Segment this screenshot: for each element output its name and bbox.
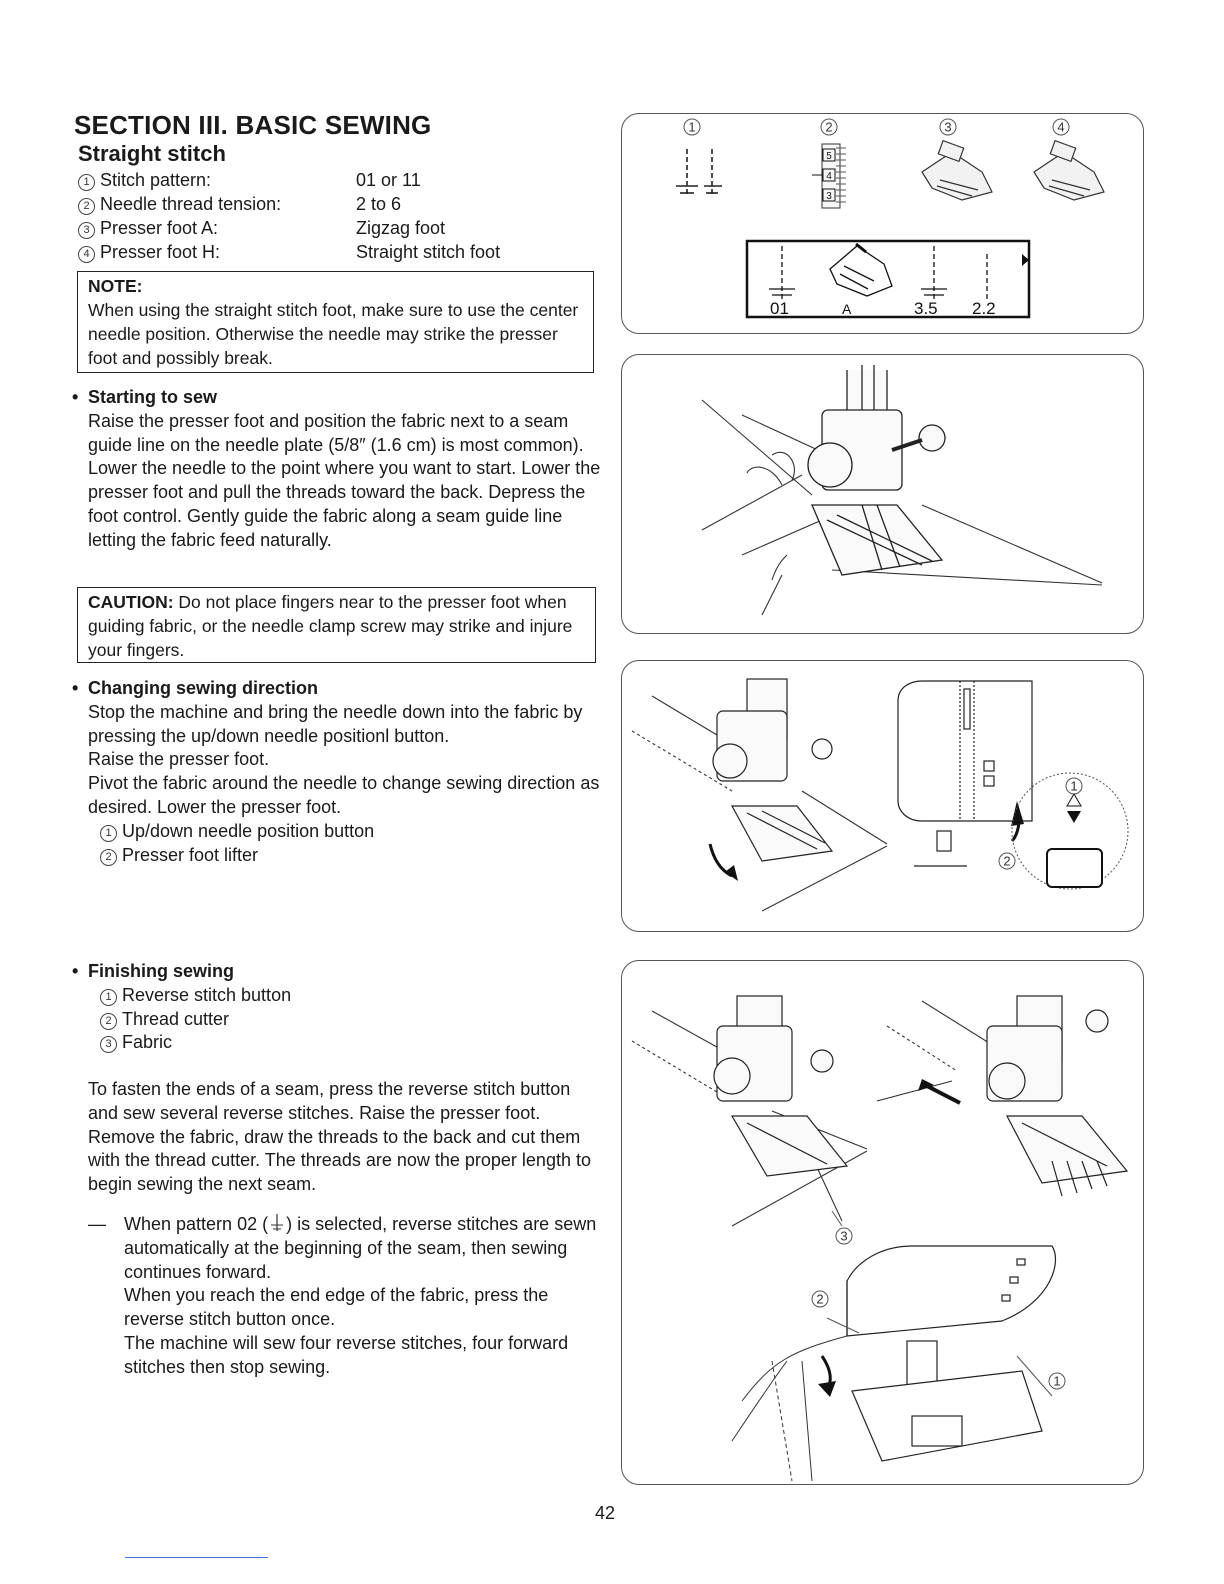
callout-number: 3: [78, 222, 95, 239]
finishing-sewing-paragraph: To fasten the ends of a seam, press the reverse stitch button and sew several reverse stitches. Raise the presser foot. Remove the fabric, draw the threads to the back and cut them with the thread cutter. The threads are now the proper length to begin sewing the next seam.: [88, 1079, 591, 1195]
lcd-display: [747, 241, 1029, 318]
finishing-sewing-section: [88, 960, 603, 1055]
callout-3: 3: [944, 119, 952, 135]
machine-head-icon: [898, 681, 1032, 866]
spec-row: [78, 194, 598, 218]
list-item: [88, 844, 603, 868]
footer-rule: [125, 1557, 268, 1558]
tension-digit-3: 3: [826, 191, 832, 202]
list-item: [88, 1008, 603, 1032]
spec-row: [78, 242, 598, 266]
spec-row: [78, 218, 598, 242]
presser-foot-icon: [987, 996, 1127, 1196]
changing-direction-title: • Changing sewing direction: [72, 677, 603, 701]
presser-foot-icon: [714, 996, 847, 1176]
callout-number: 4: [78, 246, 95, 263]
changing-direction-text-2: Raise the presser foot.: [88, 749, 270, 770]
caution-text: Do not place fingers near to the presser foot when guiding fabric, or the needle clamp screw may strike and injure your fingers.: [88, 592, 573, 660]
callout-number: 1: [100, 989, 117, 1006]
callout-number: 1: [78, 174, 95, 191]
spec-row: [78, 170, 598, 194]
note-box: [77, 271, 594, 373]
machine-head-icon: [847, 1246, 1055, 1461]
page-number: 42: [595, 1503, 616, 1523]
starting-to-sew-figure: [621, 354, 1144, 634]
settings-figure-art: [622, 114, 1143, 333]
list-item-label: Thread cutter: [122, 1008, 230, 1029]
lcd-pattern-number: 01: [770, 299, 789, 318]
starting-to-sew-title: • Starting to sew: [72, 386, 603, 410]
finishing-sewing-illustration: [622, 961, 1143, 1484]
note-title: NOTE:: [88, 276, 143, 296]
pattern-02-note: [88, 1213, 598, 1380]
presser-foot-icon: [713, 679, 832, 861]
lcd-width-value: 3.5: [914, 299, 938, 318]
pattern-02-text-2: When you reach the end edge of the fabric, press the reverse stitch button once.: [124, 1285, 549, 1330]
straight-stitch-foot-icon: [1034, 141, 1104, 200]
list-item: [88, 820, 603, 844]
callout-3: 3: [840, 1228, 848, 1244]
reverse-stitch-pattern-icon: [268, 1213, 286, 1233]
list-item: [88, 1031, 603, 1055]
caution-title: CAUTION:: [88, 592, 174, 612]
callout-1: 1: [688, 119, 696, 135]
lcd-length-value: 2.2: [972, 299, 996, 318]
list-item-label: Reverse stitch button: [122, 984, 292, 1005]
callout-1: 1: [1070, 778, 1078, 794]
spec-label: Stitch pattern:: [100, 170, 212, 190]
callout-number: 2: [78, 198, 95, 215]
callout-1: 1: [1053, 1373, 1061, 1389]
dash-mark: —: [88, 1214, 106, 1234]
pattern-02-text-pre: When pattern 02 (: [124, 1214, 269, 1234]
callout-2: 2: [1003, 853, 1011, 869]
pattern-02-text-1: [124, 1213, 598, 1284]
list-item-label: Presser foot lifter: [122, 844, 259, 865]
starting-to-sew-illustration: [622, 355, 1143, 633]
caution-box: [77, 587, 596, 663]
reverse-arrow-icon: [927, 1086, 960, 1103]
finishing-sewing-title: • Finishing sewing: [72, 960, 603, 984]
callout-number: 2: [100, 1013, 117, 1030]
list-item-label: Up/down needle position button: [122, 820, 375, 841]
changing-direction-text-1: Stop the machine and bring the needle down into the fabric by pressing the up/down needle positionl button.: [88, 701, 583, 746]
spec-value: 2 to 6: [356, 194, 402, 214]
tension-digit-5: 5: [826, 151, 832, 162]
section-title: SECTION III. BASIC SEWING: [74, 110, 432, 140]
note-text: When using the straight stitch foot, make sure to use the center needle position. Otherwise the needle may strike the presser foot and possibly break.: [88, 300, 579, 368]
pattern-02-text-post: ) is selected, reverse stitches are sewn automatically at the beginning of the seam, then sewing continues forward.: [124, 1214, 597, 1282]
finishing-sewing-figure: [621, 960, 1144, 1485]
callout-2: 2: [816, 1291, 824, 1307]
callout-4: 4: [1057, 119, 1065, 135]
up-down-needle-button-icon: [1047, 794, 1102, 887]
starting-to-sew-section: [88, 386, 603, 553]
list-item: [88, 984, 603, 1008]
changing-direction-section: [88, 677, 603, 867]
zigzag-foot-icon: [922, 141, 992, 200]
spec-label: Presser foot H:: [100, 242, 221, 262]
spec-value: 01 or 11: [356, 170, 421, 190]
callout-number: 3: [100, 1036, 117, 1053]
spec-value: Straight stitch foot: [356, 242, 501, 262]
callout-number: 1: [100, 825, 117, 842]
lcd-foot-letter: A: [842, 301, 852, 317]
straight-stitch-icon: [676, 149, 722, 194]
changing-direction-illustration: [622, 661, 1143, 931]
callout-2: 2: [825, 119, 833, 135]
changing-direction-figure: [621, 660, 1144, 932]
settings-figure: [621, 113, 1144, 334]
stitch-settings-list: [78, 170, 598, 266]
subsection-title: Straight stitch: [78, 141, 226, 166]
tension-dial-icon: [812, 144, 846, 208]
tension-digit-4: 4: [826, 171, 832, 182]
spec-value: Zigzag foot: [356, 218, 446, 238]
list-item-label: Fabric: [122, 1032, 173, 1053]
pattern-02-text-3: The machine will sew four reverse stitches, four forward stitches then stop sewing.: [124, 1332, 569, 1377]
callout-number: 2: [100, 849, 117, 866]
starting-to-sew-text: Raise the presser foot and position the fabric next to a seam guide line on the needle plate (5/8″ (1.6 cm) is most common). Lower the needle to the point where you want to start. Lower the presser foot and pull the threads toward the back. Depress the foot control. Gently guide the fabric along a seam guide line letting the fabric feed naturally.: [88, 410, 601, 550]
spec-label: Needle thread tension:: [100, 194, 282, 214]
changing-direction-text-3: Pivot the fabric around the needle to change sewing direction as desired. Lower the presser foot.: [88, 773, 600, 817]
spec-label: Presser foot A:: [100, 218, 219, 238]
presser-foot-icon: [808, 365, 945, 575]
